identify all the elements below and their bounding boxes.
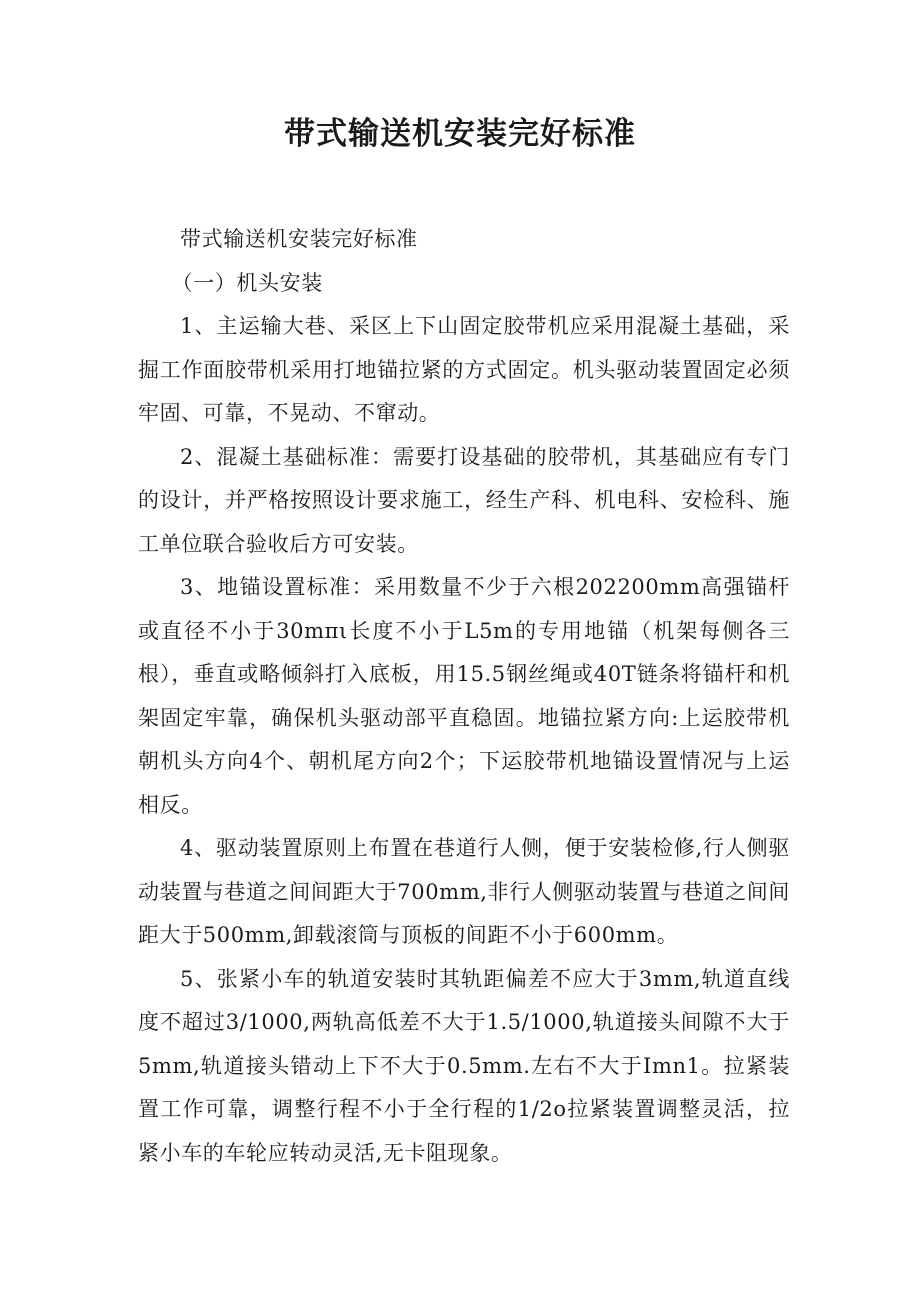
paragraph-2: 2、混凝土基础标准：需要打设基础的胶带机，其基础应有专门的设计，并严格按照设计要求施工，经生产科、机电科、安检科、施工单位联合验收后方可安装。 bbox=[138, 444, 790, 556]
paragraph-5: 5、张紧小车的轨道安装时其轨距偏差不应大于3mm,轨道直线度不超过3/1000,两轨高低差不大于1.5/1000,轨道接头间隙不大于5mm,轨道接头错动上下不大于0.5mm.左右不大于Imn1。拉紧装置工作可靠，调整行程不小于全行程的1/2o拉紧装置调整灵活，拉紧小车的车轮应转动灵活,无卡阻现象。 bbox=[138, 966, 790, 1165]
paragraph-4: 4、驱动装置原则上布置在巷道行人侧，便于安装检修,行人侧驱动装置与巷道之间间距大于700mm,非行人侧驱动装置与巷道之间间距大于500mm,卸载滚筒与顶板的间距不小于600mm。 bbox=[138, 836, 790, 947]
document-subtitle: 带式输送机安装完好标准 bbox=[180, 227, 418, 251]
document-body bbox=[138, 218, 790, 1175]
section-heading: （一）机头安装 bbox=[171, 270, 323, 295]
paragraph-1: 1、主运输大巷、采区上下山固定胶带机应采用混凝土基础，采掘工作面胶带机采用打地锚拉紧的方式固定。机头驱动装置固定必须牢固、可靠，不晃动、不窜动。 bbox=[138, 314, 790, 425]
paragraph-3: 3、地锚设置标准：采用数量不少于六根202200mm高强锚杆或直径不小于30mπι长度不小于L5m的专用地锚（机架每侧各三根），垂直或略倾斜打入底板，用15.5钢丝绳或40T链条将锚杆和机架固定牢靠，确保机头驱动部平直稳固。地锚拉紧方向:上运胶带机朝机头方向4个、朝机尾方向2个；下运胶带机地锚设置情况与上运相反。 bbox=[138, 575, 790, 817]
document-title: 带式输送机安装完好标准 bbox=[284, 116, 636, 152]
